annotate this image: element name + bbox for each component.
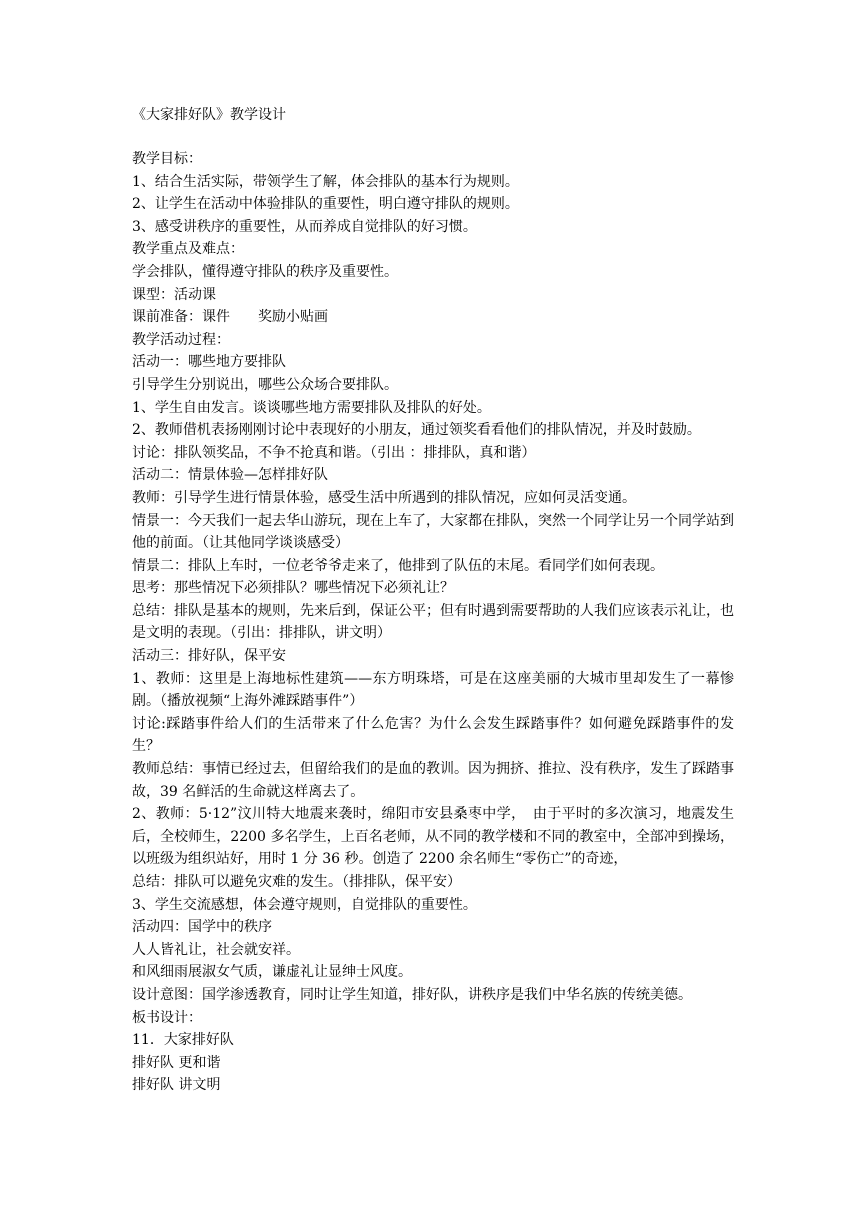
paragraph: 1、学生自由发言。谈谈哪些地方需要排队及排队的好处。 [132,399,491,416]
board-line: 11．大家排好队 [132,1032,234,1049]
paragraph: 1、教师：这里是上海地标性建筑——东方明珠塔，可是在这座美丽的大城市里却发生了一幕惨剧。（播放视频“上海外滩踩踏事件”） [132,670,734,710]
document-page [132,104,742,1097]
key-points-text: 学会排队，懂得遵守排队的秩序及重要性。 [132,263,398,280]
paragraph: 情景一：今天我们一起去华山游玩，现在上车了，大家都在排队，突然一个同学让另一个同学站到他的前面。（让其他同学谈谈感受） [132,512,734,552]
document-title: 《大家排好队》教学设计 [132,107,286,123]
paragraph: 教师：引导学生进行情景体验，感受生活中所遇到的排队情况，应如何灵活变通。 [132,489,636,506]
heading-goals: 教学目标： [132,151,202,167]
paragraph: 引导学生分别说出，哪些公众场合要排队。 [132,376,398,393]
board-line: 排好队 讲文明 [132,1077,221,1094]
paragraph: 设计意图：国学渗透教育，同时让学生知道，排好队，讲秩序是我们中华名族的传统美德。 [132,986,692,1003]
paragraph: 3、学生交流感想，体会遵守规则，自觉排队的重要性。 [132,896,477,913]
heading-key-points: 教学重点及难点： [132,241,244,258]
goal-item: 1、结合生活实际，带领学生了解，体会排队的基本行为规则。 [132,173,519,190]
paragraph: 2、教师借机表扬刚刚讨论中表现好的小朋友，通过领奖看看他们的排队情况，并及时鼓励。 [132,422,701,439]
heading-process: 教学活动过程： [132,331,230,348]
paragraph: 总结：排队是基本的规则，先来后到，保证公平；但有时遇到需要帮助的人我们应该表示礼让，也是文明的表现。（引出：排排队，讲文明） [132,602,734,642]
paragraph: 教师总结：事情已经过去，但留给我们的是血的教训。因为拥挤、推拉、没有秩序，发生了踩踏事故，39 名鲜活的生命就这样离去了。 [132,761,734,800]
activity-one-heading: 活动一：哪些地方要排队 [132,354,286,371]
activity-four-heading: 活动四：国学中的秩序 [132,919,272,936]
paragraph: 人人皆礼让，社会就安祥。 [132,941,300,958]
paragraph: 和风细雨展淑女气质，谦虚礼让显绅士风度。 [132,964,412,981]
paragraph: 讨论：排队领奖品，不争不抢真和谐。（引出 ：排排队，真和谐） [132,444,536,461]
board-line: 排好队 更和谐 [132,1054,221,1071]
activity-two-heading: 活动二：情景体验—怎样排好队 [132,467,328,484]
paragraph: 讨论:踩踏事件给人们的生活带来了什么危害？为什么会发生踩踏事件？如何避免踩踏事件的发生？ [132,715,734,755]
goal-item: 2、让学生在活动中体验排队的重要性，明白遵守排队的规则。 [132,196,519,213]
preparation: 课前准备：课件 奖励小贴画 [132,309,328,326]
paragraph: 情景二：排队上车时，一位老爷爷走来了，他排到了队伍的末尾。看同学们如何表现。 [132,557,664,574]
heading-board-design: 板书设计： [132,1009,202,1026]
lesson-type: 课型：活动课 [132,286,216,303]
activity-three-heading: 活动三：排好队，保平安 [132,648,286,665]
paragraph: 总结：排队可以避免灾难的发生。（排排队，保平安） [132,874,461,890]
paragraph: 思考：那些情况下必须排队？哪些情况下必须礼让？ [132,580,454,597]
paragraph: 2、教师：5·12”汶川特大地震来袭时，绵阳市安县桑枣中学， 由于平时的多次演习，地震发生后，全校师生，2200 多名学生，上百名老师，从不同的教学楼和不同的教室中，全部冲到操场，以班级为组织站好，用时 1 分 36 秒。创造了 2200 余名师生“零伤亡”的奇迹， [132,806,734,868]
goal-item: 3、感受讲秩序的重要性，从而养成自觉排队的好习惯。 [132,218,477,235]
